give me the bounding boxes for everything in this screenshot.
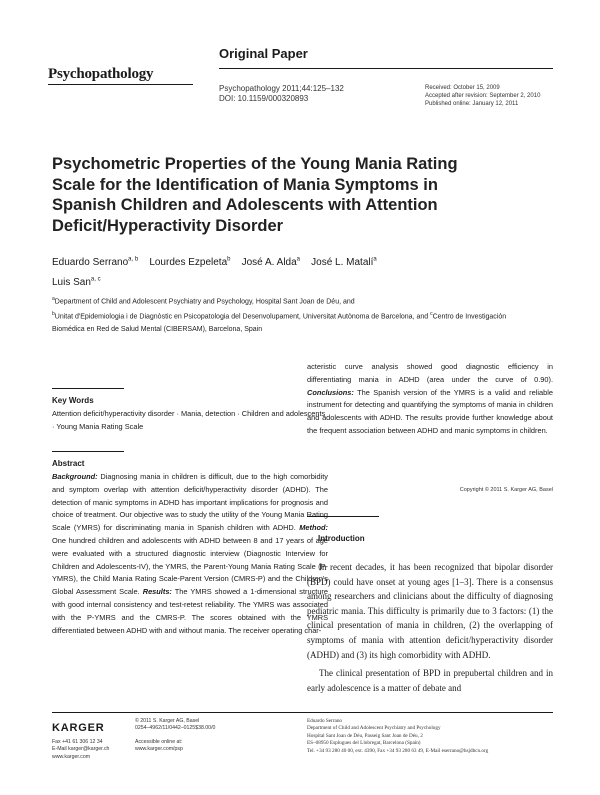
introduction-heading: Introduction [318,534,365,543]
publisher-contact: Fax +41 61 306 12 34 E-Mail karger@karger.ch www.karger.com [52,739,110,760]
author-list [52,252,522,291]
published-date: Published online: January 12, 2011 [425,101,519,107]
abstract-rule [52,451,124,452]
abstract-text-continued: acteristic curve analysis showed good diagnostic efficiency in differentiating mania in ADHD (area under the curve of 0.90). Conclusions: The Spanish version of the YMRS is a valid and reliable instrument for detecting and quantifying the symptoms of mania in children and adolescents with ADHD. The results provide further knowledge about the frequent association between ADHD and manic symptoms in children. [307,362,554,435]
footer-rule [52,712,553,713]
accepted-date: Accepted after revision: September 2, 2010 [425,93,541,99]
affiliations: $^a$Department of Child and Adolescent Psychiatry and Psychology, Hospital Sant Joan de Déu, and $^b$Unitat d'Epidemiologia i de Diagnòstic en Psicopatologia del Desenvolupament, Universitat Autònoma de Barcelona, and $^c$Centro de Investigación Biomédica en Red de Salud Mental (CIBERSAM), Barcelona, Spain [52,296,507,333]
abstract-text: Background: Diagnosing mania in children is difficult, due to the high comorbidity and symptom overlap with attention deficit/hyperactivity disorder (ADHD). The detection of manic symptoms in ADHD has important implications for prognosis and choice of treatment. Our objective was to study the utility of the Young Mania Rating Scale (YMRS) for discriminating mania in Spanish children with ADHD. Method: One hundred children and adolescents with ADHD between 8 and 17 years of age were evaluated with a structured diagnostic interview (Diagnostic Interview for Children and Adolescents-IV), the YMRS, the Parent-Young Mania Rating Scale (P-YMRS), the Child Mania Rating Scale-Parent Version (CMRS-P) and the Children's Global Assessment Scale. Results: The YMRS showed a 1-dimensional structure with good internal consistency and test-retest reliability. The YMRS was associated with the P-YMRS and the CMRS-P. The scores obtained with the YMRS differentiated between ADHD with and without mania. The receiver operating char- [52,472,329,635]
article-title: Psychometric Properties of the Young Mania Rating Scale for the Identification of Mania Symptoms in Spanish Children and Adolescents with Attention Deficit/Hyperactivity Disorder [52,155,458,235]
abstract-copyright: Copyright © 2011 S. Karger AG, Basel [459,487,553,493]
keywords-rule [52,388,124,389]
author: José L. Matalí$^a$ [311,257,377,269]
publisher-logo: KARGER [52,722,105,734]
author: Eduardo Serrano$^{a, b}$ [52,257,139,269]
author: Luis San$^{a, c}$ [52,276,101,288]
introduction-paragraph: The clinical presentation of BPD in prepubertal children and in early adolescence is a matter of debate and [307,668,553,693]
abstract-heading: Abstract [52,459,85,468]
citation [219,84,344,104]
journal-url-link[interactable]: www.karger.com/psp [135,746,183,753]
paper-type: Original Paper [219,46,308,61]
author: Lourdes Ezpeleta$^b$ [149,257,231,269]
keywords-text: Attention deficit/hyperactivity disorder · Mania, detection · Children and adolescents · Young Mania Rating Scale [52,409,326,431]
introduction-paragraph: In recent decades, it has been recognized that bipolar disorder (BPD) could have onset at young ages [1–3]. There is a consensus among researchers and clinicians about the difficulty of diagnosing pediatric mania. This difficulty is primarily due to 3 factors: (1) the clinical presentation of mania in children, (2) the overlapping of symptoms of mania with attention deficit/hyperactivity disorder (ADHD) and (3) its high comorbidity with ADHD. [307,562,553,660]
publication-dates [425,84,540,108]
citation-volume: Psychopathology 2011;44:125–132 [219,84,344,93]
article-copyright: © 2011 S. Karger AG, Basel 0254–4962/11/0442–0125$38.00/0 Accessible online at: www.karger.com/psp [135,718,216,753]
header-rule [219,68,553,69]
received-date: Received: October 15, 2009 [425,85,500,91]
journal-logo: Psychopathology [48,66,154,82]
introduction-text [307,560,553,695]
citation-doi: DOI: 10.1159/000320893 [219,94,309,103]
logo-underline [48,84,193,85]
keywords-heading: Key Words [52,396,94,405]
author: José A. Alda$^a$ [241,257,301,269]
correspondence: Eduardo Serrano Department of Child and Adolescent Psychiatry and Psychology Hospital Sant Joan de Déu, Passeig Sant Joan de Déu, 2 ES–08950 Esplugues del Llobregat, Barcelona (Spain) Tel. +34 93 280 40 00, ext. 4390, Fax +34 93 280 63 49, E-Mail eserrano@hsjdbcn.org [307,718,489,754]
introduction-rule [307,516,379,517]
